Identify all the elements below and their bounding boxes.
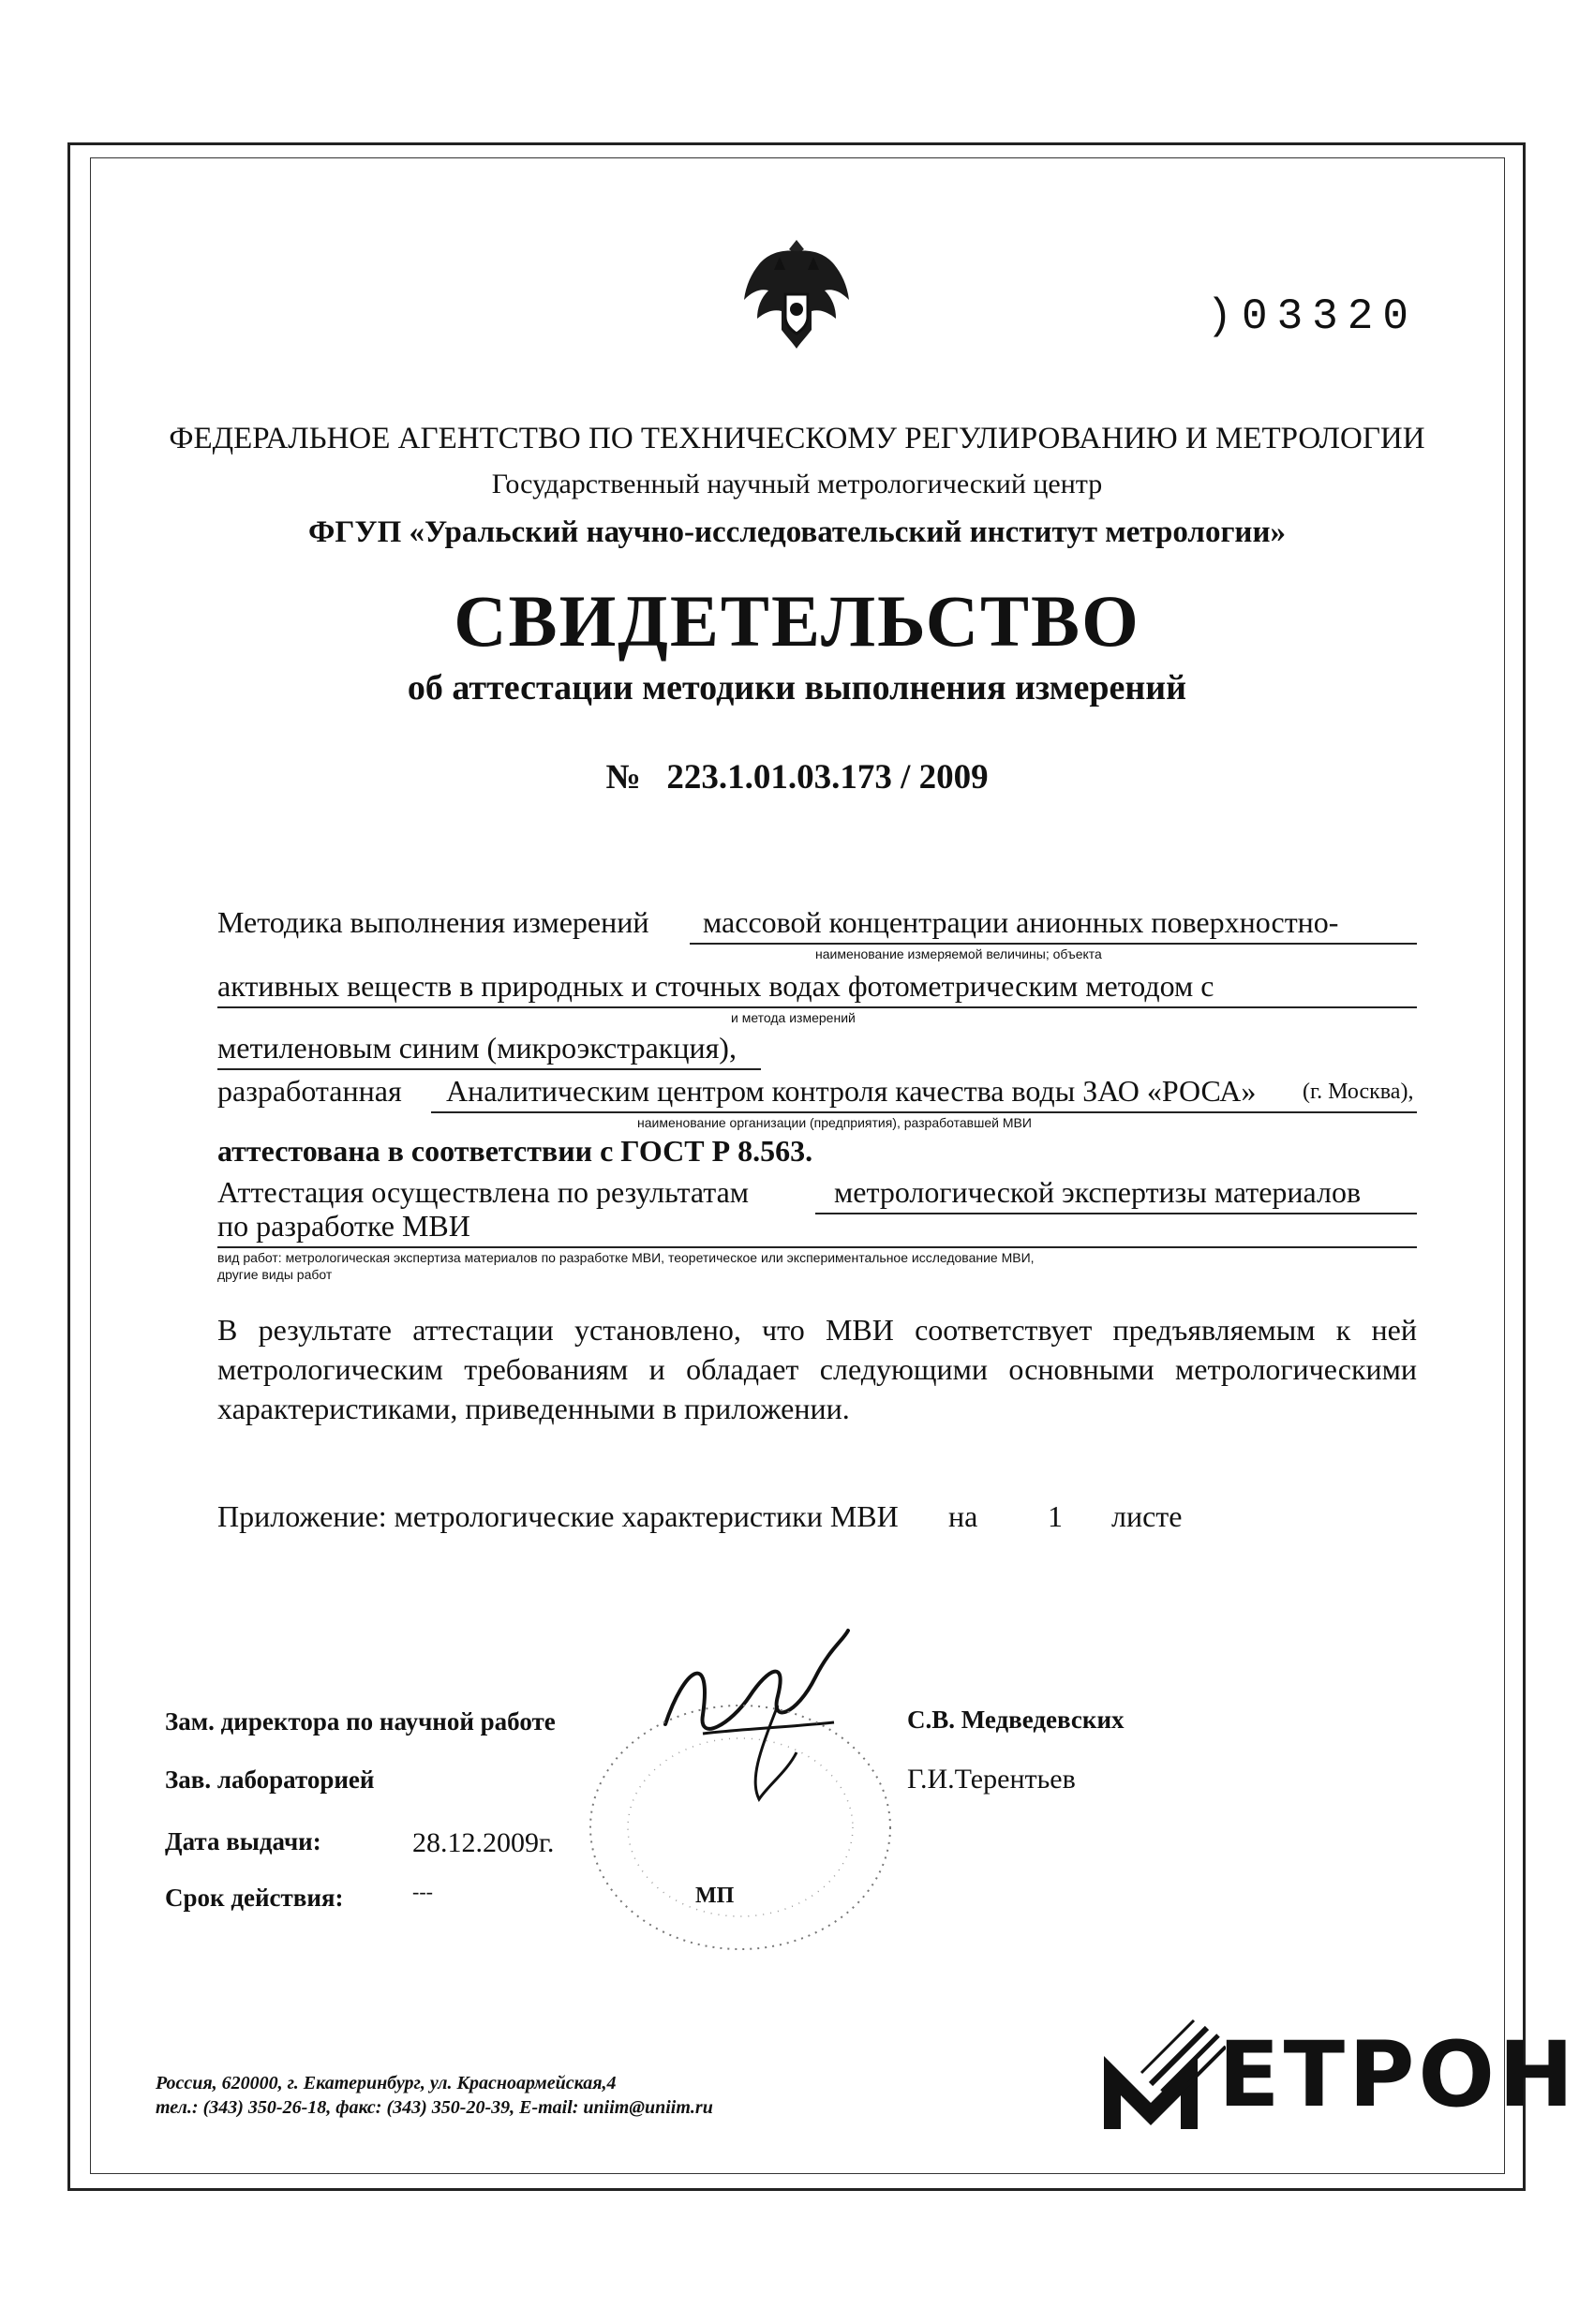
- metron-logo-text: ЕТРОН: [1218, 2022, 1578, 2127]
- agency-name: ФЕДЕРАЛЬНОЕ АГЕНТСТВО ПО ТЕХНИЧЕСКОМУ РЕГУЛИРОВАНИЮ И МЕТРОЛОГИИ: [169, 422, 1425, 455]
- lab-head-label: Зав. лабораторией: [165, 1765, 375, 1794]
- attestation-value-1: метрологической экспертизы материалов: [834, 1175, 1362, 1209]
- developer-name: Аналитическим центром контроля качества воды ЗАО «РОСА»: [446, 1074, 1257, 1108]
- center-name: Государственный научный метрологический центр: [491, 469, 1103, 499]
- developer-note: наименование организации (предприятия), разработавшей МВИ: [637, 1115, 1032, 1130]
- method-note-1: наименование измеряемой величины; объекта: [815, 946, 1102, 961]
- attestation-note-1: вид работ: метрологическая экспертиза материалов по разработке МВИ, теоретическое или экспериментальное исследование МВИ,: [217, 1250, 1035, 1265]
- issue-date-value: 28.12.2009г.: [412, 1827, 555, 1858]
- attestation-value-1-underline: [815, 1213, 1417, 1214]
- number-value: 223.1.01.03.173 / 2009: [666, 758, 989, 797]
- organization-name: ФГУП «Уральский научно-исследовательский институт метрологии»: [308, 515, 1286, 549]
- method-line-3: метиленовым синим (микроэкстракция),: [217, 1031, 737, 1065]
- document-title: СВИДЕТЕЛЬСТВО: [454, 580, 1140, 662]
- result-paragraph: В результате аттестации установлено, что МВИ соответствует предъявляемым к ней метрологическим требованиям и обладает следующими основными метрологическими характеристиками, приведенными в приложении.: [217, 1313, 1417, 1425]
- metron-logo-mark: [1104, 2019, 1226, 2129]
- issue-date-label: Дата выдачи:: [165, 1827, 321, 1855]
- validity-label: Срок действия:: [165, 1884, 344, 1912]
- number-sign: №: [605, 758, 641, 797]
- certified-per-standard: аттестована в соответствии с ГОСТ Р 8.563.: [217, 1134, 813, 1168]
- validity-value: ---: [412, 1880, 433, 1903]
- appendix-on: на: [948, 1499, 978, 1533]
- method-label: Методика выполнения измерений: [217, 905, 649, 939]
- attestation-value-2-underline: [217, 1246, 1417, 1248]
- appendix-label: Приложение: метрологические характеристики МВИ: [217, 1499, 899, 1533]
- deputy-director-label: Зам. директора по научной работе: [165, 1707, 556, 1736]
- developer-city: (г. Москва),: [1303, 1080, 1414, 1104]
- stamp-label: МП: [695, 1884, 735, 1908]
- method-line-2: активных веществ в природных и сточных водах фотометрическим методом с: [217, 969, 1214, 1003]
- developed-label: разработанная: [217, 1074, 402, 1108]
- address-line-1: Россия, 620000, г. Екатеринбург, ул. Красноармейская,4: [156, 2073, 617, 2093]
- lab-head-name: Г.И.Терентьев: [907, 1764, 1076, 1795]
- attestation-label: Аттестация осуществлена по результатам: [217, 1175, 750, 1209]
- attestation-note-2: другие виды работ: [217, 1267, 333, 1282]
- attestation-value-2: по разработке МВИ: [217, 1209, 470, 1243]
- deputy-director-name: С.В. Медведевских: [907, 1706, 1125, 1734]
- round-stamp: [572, 1687, 909, 1968]
- coat-of-arms-emblem: [740, 232, 853, 356]
- document-number: [0, 757, 1594, 797]
- method-line-3-underline: [217, 1068, 761, 1070]
- developer-underline: [431, 1111, 1417, 1113]
- method-line-2-underline: [217, 1006, 1417, 1008]
- method-line-1-underline: [690, 943, 1417, 945]
- appendix-count: 1: [1048, 1499, 1063, 1533]
- appendix-sheets: листе: [1111, 1499, 1183, 1533]
- method-note-2: и метода измерений: [731, 1010, 856, 1025]
- method-line-1: массовой концентрации анионных поверхностно-: [703, 905, 1339, 939]
- address-line-2: тел.: (343) 350-26-18, факс: (343) 350-20-39, E-mail: uniim@uniim.ru: [156, 2097, 713, 2118]
- serial-number: )03320: [1206, 292, 1418, 341]
- document-subtitle: об аттестации методики выполнения измерений: [407, 668, 1187, 708]
